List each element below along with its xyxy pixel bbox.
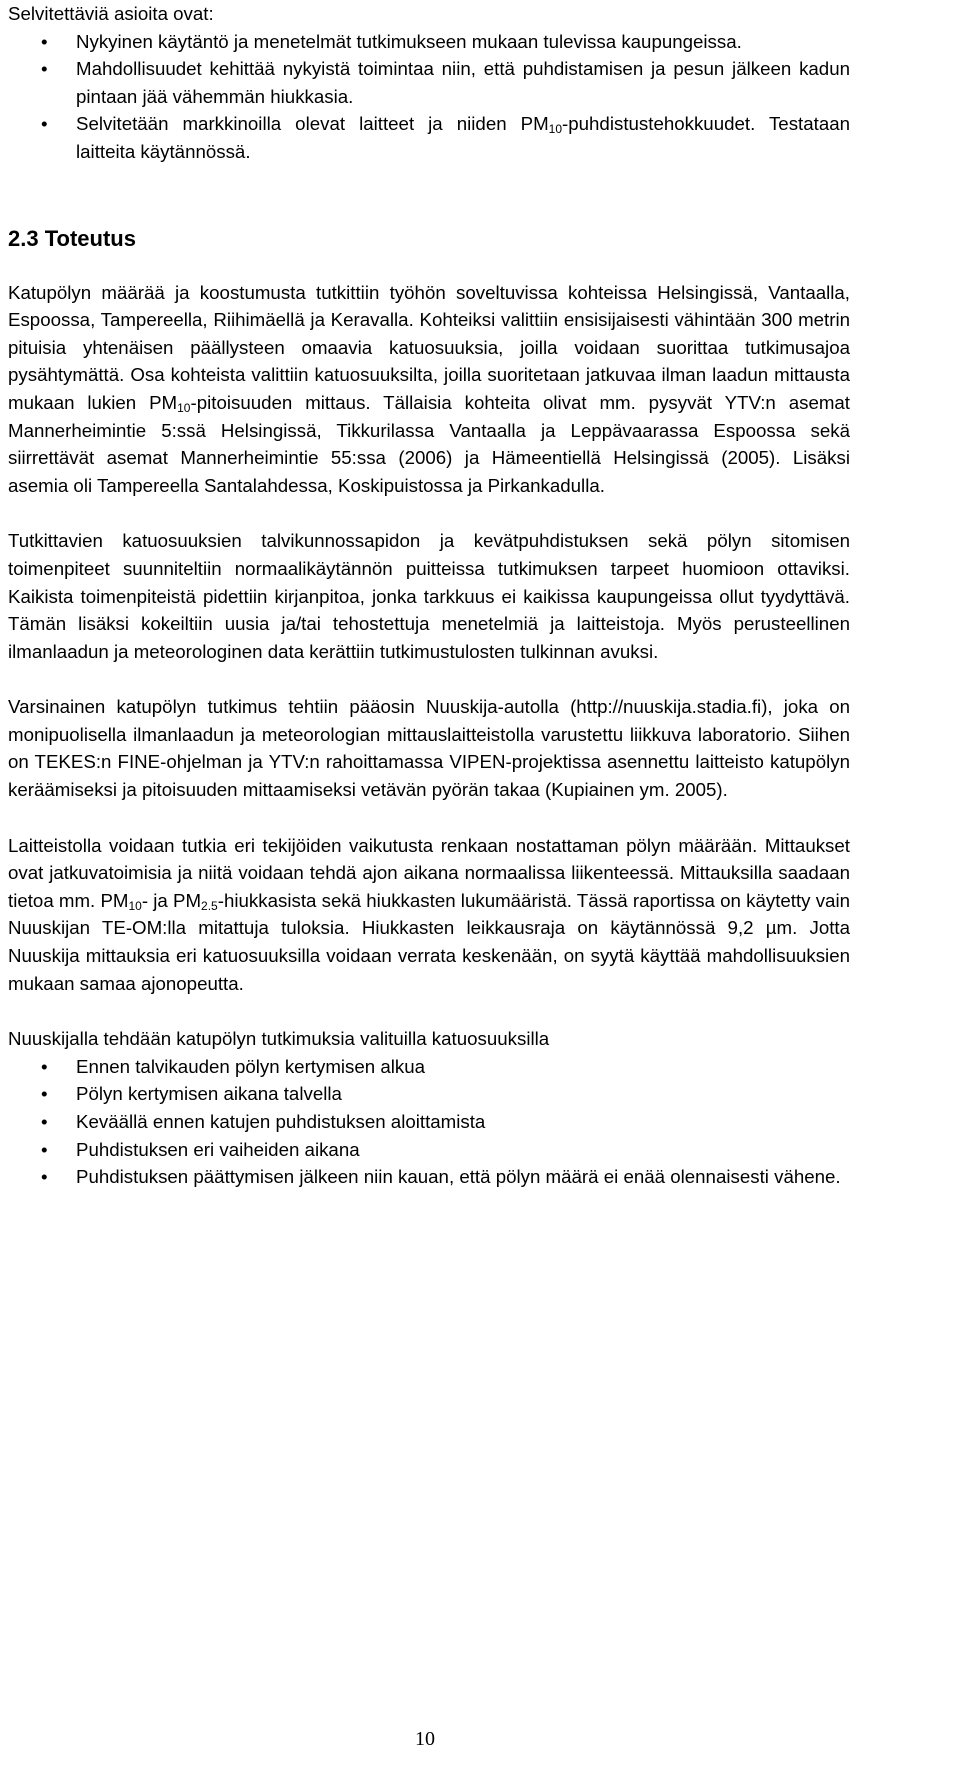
text-segment: Katupölyn määrää ja koostumusta tutkittiin työhön soveltuvissa kohteissa Helsingissä, Vantaalla, Espoossa, Tampereella, Riihimäellä ja Keravalla. Kohteiksi valittiin ensisijaisesti vähintään 300 metrin pituisia yhtenäisen päällysteen omaavia katuosuuksia, joilla voidaan suorittaa tutkimusajoa pysähtymättä. Osa kohteista valittiin katuosuuksilta, joilla suoritetaan jatkuvaa ilman laadun mittausta mukaan lukien PM — [8, 281, 850, 413]
paragraph-measurements — [8, 832, 850, 998]
section-heading: 2.3 Toteutus — [8, 225, 136, 251]
subscript: 10 — [177, 400, 191, 415]
list-item: • Puhdistuksen päättymisen jälkeen niin kauan, että pölyn määrä ei enää olennaisesti vähene. — [8, 1163, 850, 1191]
page-number: 10 — [415, 1728, 435, 1750]
list-item — [8, 110, 850, 165]
list-item: • Pölyn kertymisen aikana talvella — [8, 1080, 850, 1108]
text-segment: Laitteistolla voidaan tutkia eri tekijöiden vaikutusta renkaan nostattaman pölyn määrään. Mittaukset ovat jatkuvatoimisia ja niitä voidaan tehdä ajon aikana normaalissa liikenteessä. Mittauksilla saadaan tietoa mm. PM — [8, 834, 850, 911]
list-item: • Mahdollisuudet kehittää nykyistä toimintaa niin, että puhdistamisen ja pesun jälkeen kadun pintaan jää vähemmän hiukkasia. — [8, 55, 850, 110]
text-segment: -puhdistustehokkuudet. Testataan laitteita käytännössä. — [76, 113, 850, 162]
document-page — [8, 0, 850, 1191]
list-item: • Ennen talvikauden pölyn kertymisen alkua — [8, 1053, 850, 1081]
paragraph-maintenance: Tutkittavien katuosuuksien talvikunnossapidon ja kevätpuhdistuksen sekä pölyn sitomisen toimenpiteet suunniteltiin normaalikäytännön puitteissa tutkimuksen tarpeet huomioon ottaviksi. Kaikista toimenpiteistä pidettiin kirjanpitoa, jonka tarkkuus ei kaikissa kaupungeissa ollut tyydyttävä. Tämän lisäksi kokeiltiin uusia ja/tai tehostettuja menetelmiä ja laitteistoja. Myös perusteellinen ilmanlaadun ja meteorologinen data kerättiin tutkimustulosten tulkinnan avuksi. — [8, 530, 850, 662]
outro-lead: Nuuskijalla tehdään katupölyn tutkimuksia valituilla katuosuuksilla — [8, 1028, 550, 1050]
text-segment: -hiukkasista sekä hiukkasten lukumääristä. Tässä raportissa on käytetty vain Nuuskijan TE-OM:lla mitattuja tuloksia. Hiukkasten leikkausraja on käytännössä 9,2 µm. Jotta Nuuskija mittauksia eri katuosuuksilla voidaan verrata keskenään, on syytä käyttää mahdollisuuksien mukaan samaa ajonopeutta. — [8, 889, 850, 994]
intro-bullet-list — [8, 28, 850, 166]
intro-lead: Selvitettäviä asioita ovat: — [8, 3, 214, 24]
subscript: 2.5 — [201, 898, 218, 913]
text-segment: - ja PM — [141, 889, 202, 911]
outro-bullet-list — [8, 1053, 850, 1191]
paragraph-nuuskija: Varsinainen katupölyn tutkimus tehtiin pääosin Nuuskija-autolla (http://nuuskija.stadia.fi), joka on monipuolisella ilmanlaadun ja meteorologian mittauslaitteistolla varustettu liikkuva laboratorio. Siihen on TEKES:n FINE-ohjelman ja YTV:n rahoittamassa VIPEN-projektissa asennettu laitteisto katupölyn keräämiseksi ja pitoisuuden mittaamiseksi vetävän pyörän takaa (Kupiainen ym. 2005). — [8, 696, 850, 801]
list-item: • Puhdistuksen eri vaiheiden aikana — [8, 1136, 850, 1164]
list-item: • Keväällä ennen katujen puhdistuksen aloittamista — [8, 1108, 850, 1136]
list-item: • Nykyinen käytäntö ja menetelmät tutkimukseen mukaan tulevissa kaupungeissa. — [8, 28, 850, 56]
subscript: 10 — [128, 898, 142, 913]
paragraph-sites — [8, 279, 850, 500]
text-segment: Selvitetään markkinoilla olevat laitteet ja niiden PM — [76, 113, 549, 135]
subscript: 10 — [548, 122, 563, 137]
text-segment: -pitoisuuden mittaus. Tällaisia kohteita olivat mm. pysyvät YTV:n asemat Mannerheimintie 5:ssä Helsingissä, Tikkurilassa Vantaalla ja Leppävaarassa Espoossa sekä siirrettävät asemat Mannerheimintie 55:ssa (2006) ja Hämeentiellä Helsingissä (2005). Lisäksi asemia oli Tampereella Santalahdessa, Koskipuistossa ja Pirkankadulla. — [8, 391, 850, 496]
